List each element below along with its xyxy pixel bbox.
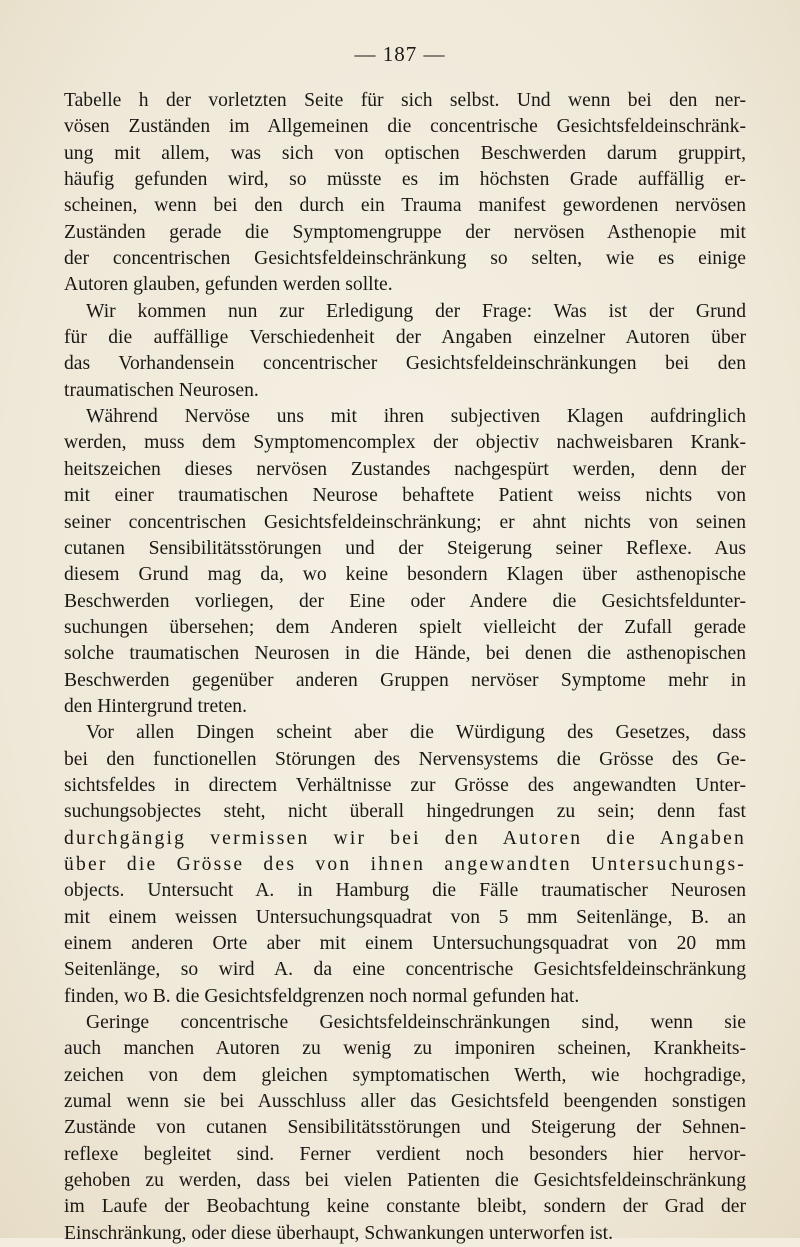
text-line: sichtsfeldes in directem Verhältnisse zur Grösse des angewandten Unter- bbox=[64, 774, 746, 796]
text-line: solche traumatischen Neurosen in die Hände, bei denen die asthenopischen bbox=[64, 643, 746, 665]
text-line: zumal wenn sie bei Ausschluss aller das Gesichtsfeld beengenden sonstigen bbox=[64, 1091, 746, 1113]
text-line: häufig gefunden wird, so müsste es im höchsten Grade auffällig er- bbox=[64, 169, 746, 191]
emphasized-line: über die Grösse des von ihnen angewandten Untersuchungs- bbox=[64, 853, 746, 875]
text-line: traumatischen Neurosen. bbox=[64, 379, 259, 401]
text-line: Beschwerden gegenüber anderen Gruppen nervöser Symptome mehr in bbox=[64, 669, 746, 691]
text-line: einem anderen Orte aber mit einem Untersuchungsquadrat von 20 mm bbox=[64, 933, 746, 954]
text-line: das Vorhandensein concentrischer Gesichtsfeldeinschränkungen bei den bbox=[64, 353, 746, 375]
paragraph-first-line: Geringe concentrische Gesichtsfeldeinschränkungen sind, wenn sie bbox=[86, 1012, 746, 1034]
text-line: reflexe begleitet sind. Ferner verdient noch besonders hier hervor- bbox=[64, 1143, 746, 1165]
text-line: Beschwerden vorliegen, der Eine oder Andere die Gesichtsfeldunter- bbox=[64, 590, 746, 612]
text-line: suchungsobjectes steht, nicht überall hingedrungen zu sein; denn fast bbox=[64, 801, 746, 823]
text-line: für die auffällige Verschiedenheit der Angaben einzelner Autoren über bbox=[64, 327, 746, 349]
text-line: Einschränkung, oder diese überhaupt, Schwankungen unterworfen ist. bbox=[64, 1222, 614, 1244]
text-line: finden, wo B. die Gesichtsfeldgrenzen noch normal gefunden hat. bbox=[64, 985, 580, 1007]
text-line: gehoben zu werden, dass bei vielen Patienten die Gesichtsfeldeinschränkung bbox=[64, 1170, 746, 1192]
text-line: der concentrischen Gesichtsfeldeinschränkung so selten, wie es einige bbox=[64, 248, 746, 270]
text-line: Tabelle h der vorletzten Seite für sich selbst. Und wenn bei den ner- bbox=[64, 90, 746, 111]
text-line: auch manchen Autoren zu wenig zu imponiren scheinen, Krankheits- bbox=[64, 1038, 746, 1060]
text-line: im Laufe der Beobachtung keine constante bleibt, sondern der Grad der bbox=[64, 1196, 746, 1218]
text-line: suchungen übersehen; dem Anderen spielt vielleicht der Zufall gerade bbox=[64, 616, 746, 638]
text-line: diesem Grund mag da, wo keine besondern Klagen über asthenopische bbox=[64, 564, 746, 586]
text-line: bei den functionellen Störungen des Nervensystems die Grösse des Ge- bbox=[64, 748, 746, 770]
emphasized-line: durchgängig vermissen wir bei den Autoren die Angaben bbox=[64, 827, 746, 849]
body-text bbox=[64, 88, 746, 1247]
paragraph-first-line: Vor allen Dingen scheint aber die Würdigung des Gesetzes, dass bbox=[86, 722, 746, 744]
text-line: cutanen Sensibilitätsstörungen und der Steigerung seiner Reflexe. Aus bbox=[64, 537, 746, 559]
text-line: Zuständen gerade die Symptomengruppe der nervösen Asthenopie mit bbox=[64, 221, 746, 243]
paragraph-first-line: Wir kommen nun zur Erledigung der Frage: Was ist der Grund bbox=[86, 300, 746, 322]
text-line: scheinen, wenn bei den durch ein Trauma manifest gewordenen nervösen bbox=[64, 195, 746, 217]
text-line: den Hintergrund treten. bbox=[64, 695, 248, 717]
text-line: zeichen von dem gleichen symptomatischen Werth, wie hochgradige, bbox=[64, 1064, 746, 1086]
text-line: heitszeichen dieses nervösen Zustandes nachgespürt werden, denn der bbox=[64, 458, 746, 480]
text-line: objects. Untersucht A. in Hamburg die Fälle traumatischer Neurosen bbox=[64, 880, 746, 902]
text-line: seiner concentrischen Gesichtsfeldeinschränkung; er ahnt nichts von seinen bbox=[64, 511, 746, 533]
text-line: Seitenlänge, so wird A. da eine concentrische Gesichtsfeldeinschränkung bbox=[64, 959, 746, 981]
text-line: Zustände von cutanen Sensibilitätsstörungen und Steigerung der Sehnen- bbox=[64, 1117, 746, 1139]
text-line: vösen Zuständen im Allgemeinen die concentrische Gesichtsfeldeinschränk- bbox=[64, 116, 746, 138]
text-line: mit einer traumatischen Neurose behaftete Patient weiss nichts von bbox=[64, 485, 746, 507]
text-line: ung mit allem, was sich von optischen Beschwerden darum gruppirt, bbox=[64, 142, 746, 164]
page-number: — 187 — bbox=[354, 42, 446, 66]
text-line: werden, muss dem Symptomencomplex der objectiv nachweisbaren Krank- bbox=[64, 432, 746, 454]
text-line: mit einem weissen Untersuchungsquadrat von 5 mm Seitenlänge, B. an bbox=[64, 906, 746, 928]
text-line: Autoren glauben, gefunden werden sollte. bbox=[64, 274, 393, 296]
paragraph-first-line: Während Nervöse uns mit ihren subjectiven Klagen aufdringlich bbox=[86, 406, 746, 428]
